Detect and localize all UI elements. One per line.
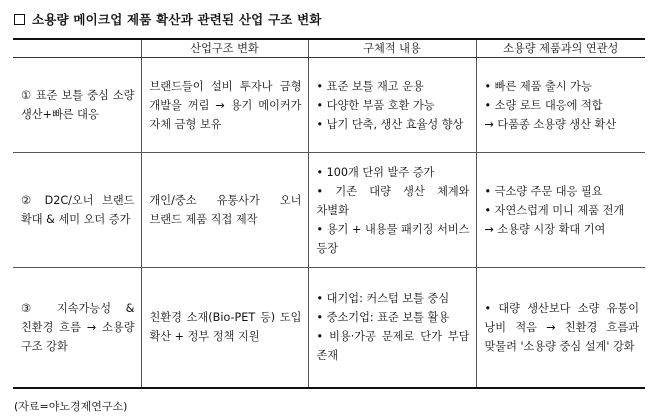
detail-item: • 대기업: 커스텀 보틀 중심 [316, 292, 450, 306]
relevance-item: • 빠른 제품 출시 가능 [484, 79, 592, 93]
factor-cell: ② D2C/오너 브랜드 확대 & 세미 오더 증가 [13, 153, 141, 268]
table-row [13, 268, 645, 388]
source-note: (자료=야노경제연구소) [14, 400, 128, 413]
page-title [14, 10, 322, 28]
relevance-cell [476, 268, 645, 388]
relevance-item: • 대량 생산보다 소량 유통이 낭비 적음 → 친환경 흐름과 맞물려 '소용량 중심 설계' 강화 [484, 301, 639, 353]
relevance-item: • 소량 로트 대응에 적합 [484, 98, 603, 112]
page-title-text: 소용량 메이크업 제품 확산과 관련된 산업 구조 변화 [32, 12, 322, 27]
details-cell [308, 268, 476, 388]
header-cell-change: 산업구조 변화 [141, 39, 308, 58]
header-cell-details: 구체적 내용 [308, 39, 476, 58]
factor-cell: ③ 지속가능성 & 친환경 흐름 → 소용량 구조 강화 [13, 268, 141, 388]
detail-item: • 용기 + 내용물 패키징 서비스 등장 [316, 222, 470, 255]
change-cell: 브랜드들이 설비 투자나 금형 개발을 꺼림 → 용기 메이커가 자체 금형 보유 [141, 58, 308, 153]
detail-item: • 기존 대량 생산 체계와 차별화 [316, 184, 470, 217]
relevance-cell [476, 58, 645, 153]
detail-item: • 100개 단위 발주 증가 [316, 165, 435, 179]
table-row [13, 153, 645, 268]
relevance-cell [476, 153, 645, 268]
checkbox-square-icon [14, 14, 25, 25]
factor-cell: ① 표준 보틀 중심 소량 생산+빠른 대응 [13, 58, 141, 153]
detail-item: • 다양한 부품 호환 가능 [316, 98, 435, 112]
detail-item: • 비용·가공 문제로 단가 부담 존재 [316, 330, 470, 363]
change-cell: 친환경 소재(Bio-PET 등) 도입 확산 + 정부 정책 지원 [141, 268, 308, 388]
relevance-item: • 극소량 주문 대응 필요 [484, 184, 603, 198]
header-cell-relevance: 소용량 제품과의 연관성 [476, 39, 645, 58]
relevance-item: → 소용량 시장 확대 기여 [484, 222, 606, 236]
change-cell: 개인/중소 유통사가 오너 브랜드 제품 직접 제작 [141, 153, 308, 268]
detail-item: • 납기 단축, 생산 효율성 향상 [316, 117, 464, 131]
details-cell [308, 58, 476, 153]
industry-structure-table [13, 38, 645, 389]
detail-item: • 표준 보틀 재고 운용 [316, 79, 424, 93]
relevance-item: → 다품종 소용량 생산 확산 [484, 117, 617, 131]
table-header-row [13, 39, 645, 58]
detail-item: • 중소기업: 표준 보틀 활용 [316, 311, 450, 325]
details-cell [308, 153, 476, 268]
header-cell-factor [13, 39, 141, 58]
relevance-item: • 자연스럽게 미니 제품 전개 [484, 203, 625, 217]
table-row [13, 58, 645, 153]
